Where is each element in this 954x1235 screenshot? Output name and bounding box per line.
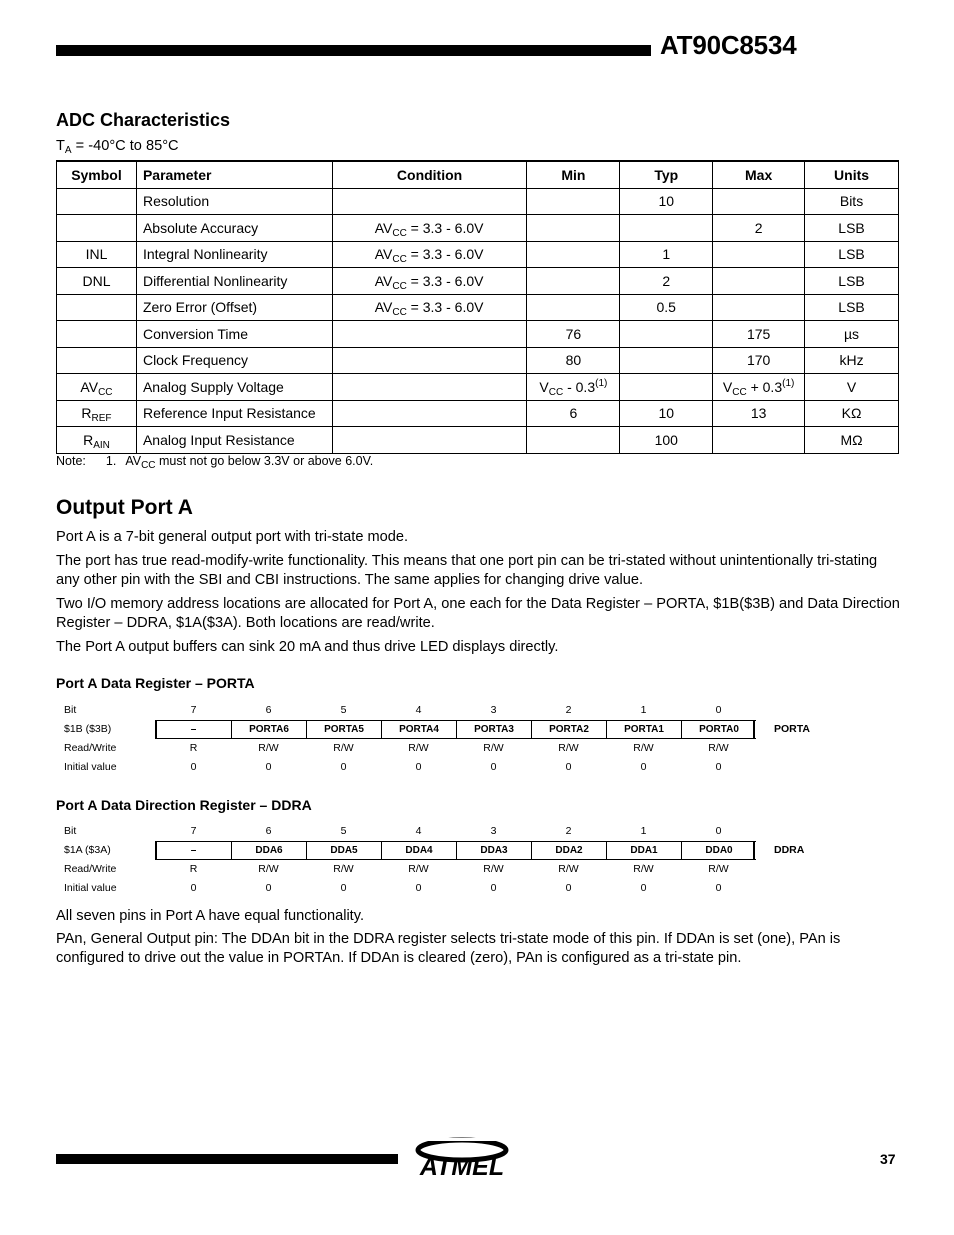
condition-cell: $AV_{CC} = 3.3 - 6.0V$: [332, 241, 527, 268]
access-mode: R/W: [333, 742, 354, 754]
min-cell: [527, 215, 620, 242]
initial-value: 0: [490, 761, 497, 773]
access-mode: R: [189, 863, 198, 875]
column-header: Condition: [332, 161, 527, 188]
bit-field: –: [156, 720, 231, 739]
bit-field: PORTA0: [681, 720, 756, 739]
max-cell: [713, 188, 805, 215]
bit-number: 0: [715, 704, 722, 716]
min-cell: [527, 188, 620, 215]
column-header: Symbol: [57, 161, 137, 188]
row-label: Initial value: [64, 761, 117, 773]
row-label: Bit: [64, 825, 77, 837]
paragraph: Port A is a 7-bit general output port with tri-state mode.: [56, 529, 409, 545]
table-row: [57, 215, 899, 242]
max-cell: 175: [713, 321, 805, 348]
min-cell: 80: [527, 347, 620, 374]
condition-cell: [332, 321, 527, 348]
bit-number: 6: [265, 825, 272, 837]
initial-value-row: [56, 879, 836, 898]
symbol-cell: $R_{REF}$: [57, 400, 137, 427]
initial-value: 0: [640, 761, 647, 773]
min-cell: 76: [527, 321, 620, 348]
table-row: [57, 188, 899, 215]
initial-value: 0: [265, 882, 272, 894]
bit-field: PORTA1: [606, 720, 681, 739]
max-cell: 13: [713, 400, 805, 427]
symbol-cell: [57, 188, 137, 215]
bit-number: 2: [565, 825, 572, 837]
header-rule: [56, 45, 651, 56]
bit-field: PORTA6: [231, 720, 306, 739]
min-cell: [527, 294, 620, 321]
units-cell: LSB: [805, 294, 899, 321]
register-name: PORTA: [774, 723, 810, 735]
row-label: Initial value: [64, 882, 117, 894]
bit-field: DDA4: [381, 841, 456, 860]
bit-number-row: [56, 701, 836, 720]
port-a-pin-description: [56, 907, 901, 968]
initial-value: 0: [490, 882, 497, 894]
adc-characteristics-table: [56, 160, 899, 454]
access-mode: R/W: [258, 742, 279, 754]
condition-cell: [332, 347, 527, 374]
paragraph: The Port A output buffers can sink 20 mA and thus drive LED displays directly.: [56, 639, 559, 655]
output-port-heading: Output Port A: [56, 496, 193, 519]
access-mode: R/W: [708, 863, 729, 875]
register-bit-fields: [155, 720, 755, 739]
adc-heading: ADC Characteristics: [56, 110, 231, 130]
table-row: [57, 347, 899, 374]
parameter-cell: Conversion Time: [136, 321, 332, 348]
symbol-cell: $AV_{CC}$: [57, 374, 137, 401]
column-header: Typ: [620, 161, 713, 188]
max-cell: [713, 268, 805, 295]
bit-number: 1: [640, 825, 647, 837]
parameter-cell: Analog Supply Voltage: [136, 374, 332, 401]
max-cell: [713, 294, 805, 321]
max-cell: 170: [713, 347, 805, 374]
bit-number: 4: [415, 704, 422, 716]
access-mode: R/W: [483, 863, 504, 875]
bit-number: 7: [190, 704, 197, 716]
units-cell: Bits: [805, 188, 899, 215]
typ-cell: 0.5: [620, 294, 713, 321]
initial-value: 0: [640, 882, 647, 894]
table-row: [57, 294, 899, 321]
units-cell: KΩ: [805, 400, 899, 427]
parameter-cell: Resolution: [136, 188, 332, 215]
typ-cell: 100: [620, 427, 713, 454]
access-mode: R: [189, 742, 198, 754]
bit-field: PORTA3: [456, 720, 531, 739]
parameter-cell: Absolute Accuracy: [136, 215, 332, 242]
table-row: [57, 427, 899, 454]
row-label: Read/Write: [64, 742, 117, 754]
register-bits-row: [56, 720, 836, 739]
bit-number: 3: [490, 825, 497, 837]
initial-value: 0: [340, 882, 347, 894]
access-mode: R/W: [333, 863, 354, 875]
table-header-row: [57, 161, 899, 188]
register-bits-row: [56, 841, 836, 860]
register-address: $1A ($3A): [64, 844, 111, 856]
footer-rule: [56, 1154, 398, 1164]
initial-value: 0: [190, 761, 197, 773]
column-header: Max: [713, 161, 805, 188]
bit-field: –: [156, 841, 231, 860]
parameter-cell: Reference Input Resistance: [136, 400, 332, 427]
access-mode: R/W: [633, 742, 654, 754]
bit-number: 4: [415, 825, 422, 837]
adc-temperature-condition: $T_A = -40^\circ C$ to 85°C: [56, 138, 179, 156]
min-cell: [527, 241, 620, 268]
adc-note: Note: 1. $AV_{CC}$ must not go below 3.3V or above 6.0V.: [56, 454, 374, 471]
table-row: [57, 268, 899, 295]
column-header: Min: [527, 161, 620, 188]
svg-text:ATMEL: ATMEL: [419, 1153, 505, 1181]
bit-field: DDA2: [531, 841, 606, 860]
initial-value: 0: [340, 761, 347, 773]
units-cell: LSB: [805, 215, 899, 242]
symbol-cell: [57, 347, 137, 374]
max-cell: [713, 427, 805, 454]
typ-cell: 1: [620, 241, 713, 268]
access-mode: R/W: [558, 863, 579, 875]
bit-field: DDA0: [681, 841, 756, 860]
ddra-register-heading: Port A Data Direction Register – DDRA: [56, 797, 312, 813]
access-mode: R/W: [633, 863, 654, 875]
bit-number: 0: [715, 825, 722, 837]
bit-field: DDA5: [306, 841, 381, 860]
min-cell: $V_{CC} - 0.3^{(1)}$: [527, 374, 620, 401]
column-header: Units: [805, 161, 899, 188]
parameter-cell: Analog Input Resistance: [136, 427, 332, 454]
bit-number-row: [56, 822, 836, 841]
symbol-cell: [57, 294, 137, 321]
initial-value-row: [56, 758, 836, 777]
condition-cell: $AV_{CC} = 3.3 - 6.0V$: [332, 268, 527, 295]
symbol-cell: INL: [57, 241, 137, 268]
typ-cell: 2: [620, 268, 713, 295]
access-mode: R/W: [408, 863, 429, 875]
symbol-cell: $R_{AIN}$: [57, 427, 137, 454]
parameter-cell: Integral Nonlinearity: [136, 241, 332, 268]
bit-number: 7: [190, 825, 197, 837]
bit-field: DDA1: [606, 841, 681, 860]
initial-value: 0: [415, 761, 422, 773]
bit-field: PORTA4: [381, 720, 456, 739]
register-name: DDRA: [774, 844, 805, 856]
access-mode: R/W: [258, 863, 279, 875]
units-cell: LSB: [805, 268, 899, 295]
typ-cell: [620, 374, 713, 401]
max-cell: 2: [713, 215, 805, 242]
access-mode: R/W: [483, 742, 504, 754]
condition-cell: [332, 188, 527, 215]
initial-value: 0: [265, 761, 272, 773]
condition-cell: [332, 427, 527, 454]
bit-field: DDA3: [456, 841, 531, 860]
min-cell: [527, 268, 620, 295]
units-cell: LSB: [805, 241, 899, 268]
typ-cell: [620, 215, 713, 242]
paragraph: Two I/O memory address locations are allocated for Port A, one each for the Data Register – PORTA, $1B($3B) and Data Direction Register – DDRA, $1A($3A). Both locations are read/write.: [56, 596, 900, 631]
register-address: $1B ($3B): [64, 723, 112, 735]
page-number: 37: [880, 1151, 896, 1167]
access-mode: R/W: [708, 742, 729, 754]
bit-number: 2: [565, 704, 572, 716]
condition-cell: [332, 374, 527, 401]
initial-value: 0: [715, 882, 722, 894]
bit-number: 5: [340, 704, 347, 716]
read-write-row: [56, 739, 836, 758]
typ-cell: [620, 347, 713, 374]
units-cell: µs: [805, 321, 899, 348]
min-cell: 6: [527, 400, 620, 427]
paragraph: PAn, General Output pin: The DDAn bit in the DDRA register selects tri-state mode of this pin. If DDAn is set (one), PAn is configured to drive out the value in PORTAn. If DDAn is cleared (zero), PAn is configured as a tri-state pin.: [56, 931, 841, 966]
parameter-cell: Clock Frequency: [136, 347, 332, 374]
initial-value: 0: [415, 882, 422, 894]
bit-number: 5: [340, 825, 347, 837]
typ-cell: 10: [620, 400, 713, 427]
units-cell: kHz: [805, 347, 899, 374]
porta-register-heading: Port A Data Register – PORTA: [56, 675, 255, 691]
table-row: [57, 241, 899, 268]
initial-value: 0: [715, 761, 722, 773]
paragraph: All seven pins in Port A have equal functionality.: [56, 908, 365, 924]
symbol-cell: [57, 321, 137, 348]
table-row: [57, 321, 899, 348]
condition-cell: [332, 400, 527, 427]
atmel-logo: [412, 1135, 512, 1186]
paragraph: The port has true read-modify-write functionality. This means that one port pin can be tri-stated without unintentionally tri-stating any other pin with the SBI and CBI instructions. The same applies for changing drive value.: [56, 553, 878, 588]
row-label: Read/Write: [64, 863, 117, 875]
units-cell: MΩ: [805, 427, 899, 454]
bit-field: DDA6: [231, 841, 306, 860]
typ-cell: 10: [620, 188, 713, 215]
bit-field: PORTA2: [531, 720, 606, 739]
parameter-cell: Differential Nonlinearity: [136, 268, 332, 295]
max-cell: [713, 241, 805, 268]
bit-field: PORTA5: [306, 720, 381, 739]
min-cell: [527, 427, 620, 454]
register-bit-fields: [155, 841, 755, 860]
units-cell: V: [805, 374, 899, 401]
initial-value: 0: [190, 882, 197, 894]
bit-number: 1: [640, 704, 647, 716]
max-cell: $V_{CC} + 0.3^{(1)}$: [713, 374, 805, 401]
symbol-cell: [57, 215, 137, 242]
table-row: [57, 400, 899, 427]
condition-cell: $AV_{CC} = 3.3 - 6.0V$: [332, 294, 527, 321]
bit-number: 6: [265, 704, 272, 716]
bit-number: 3: [490, 704, 497, 716]
parameter-cell: Zero Error (Offset): [136, 294, 332, 321]
initial-value: 0: [565, 761, 572, 773]
column-header: Parameter: [136, 161, 332, 188]
condition-cell: $AV_{CC} = 3.3 - 6.0V$: [332, 215, 527, 242]
output-port-description: [56, 528, 901, 657]
symbol-cell: DNL: [57, 268, 137, 295]
table-row: [57, 374, 899, 401]
initial-value: 0: [565, 882, 572, 894]
access-mode: R/W: [558, 742, 579, 754]
document-title: AT90C8534: [660, 30, 797, 60]
read-write-row: [56, 860, 836, 879]
access-mode: R/W: [408, 742, 429, 754]
typ-cell: [620, 321, 713, 348]
row-label: Bit: [64, 704, 77, 716]
